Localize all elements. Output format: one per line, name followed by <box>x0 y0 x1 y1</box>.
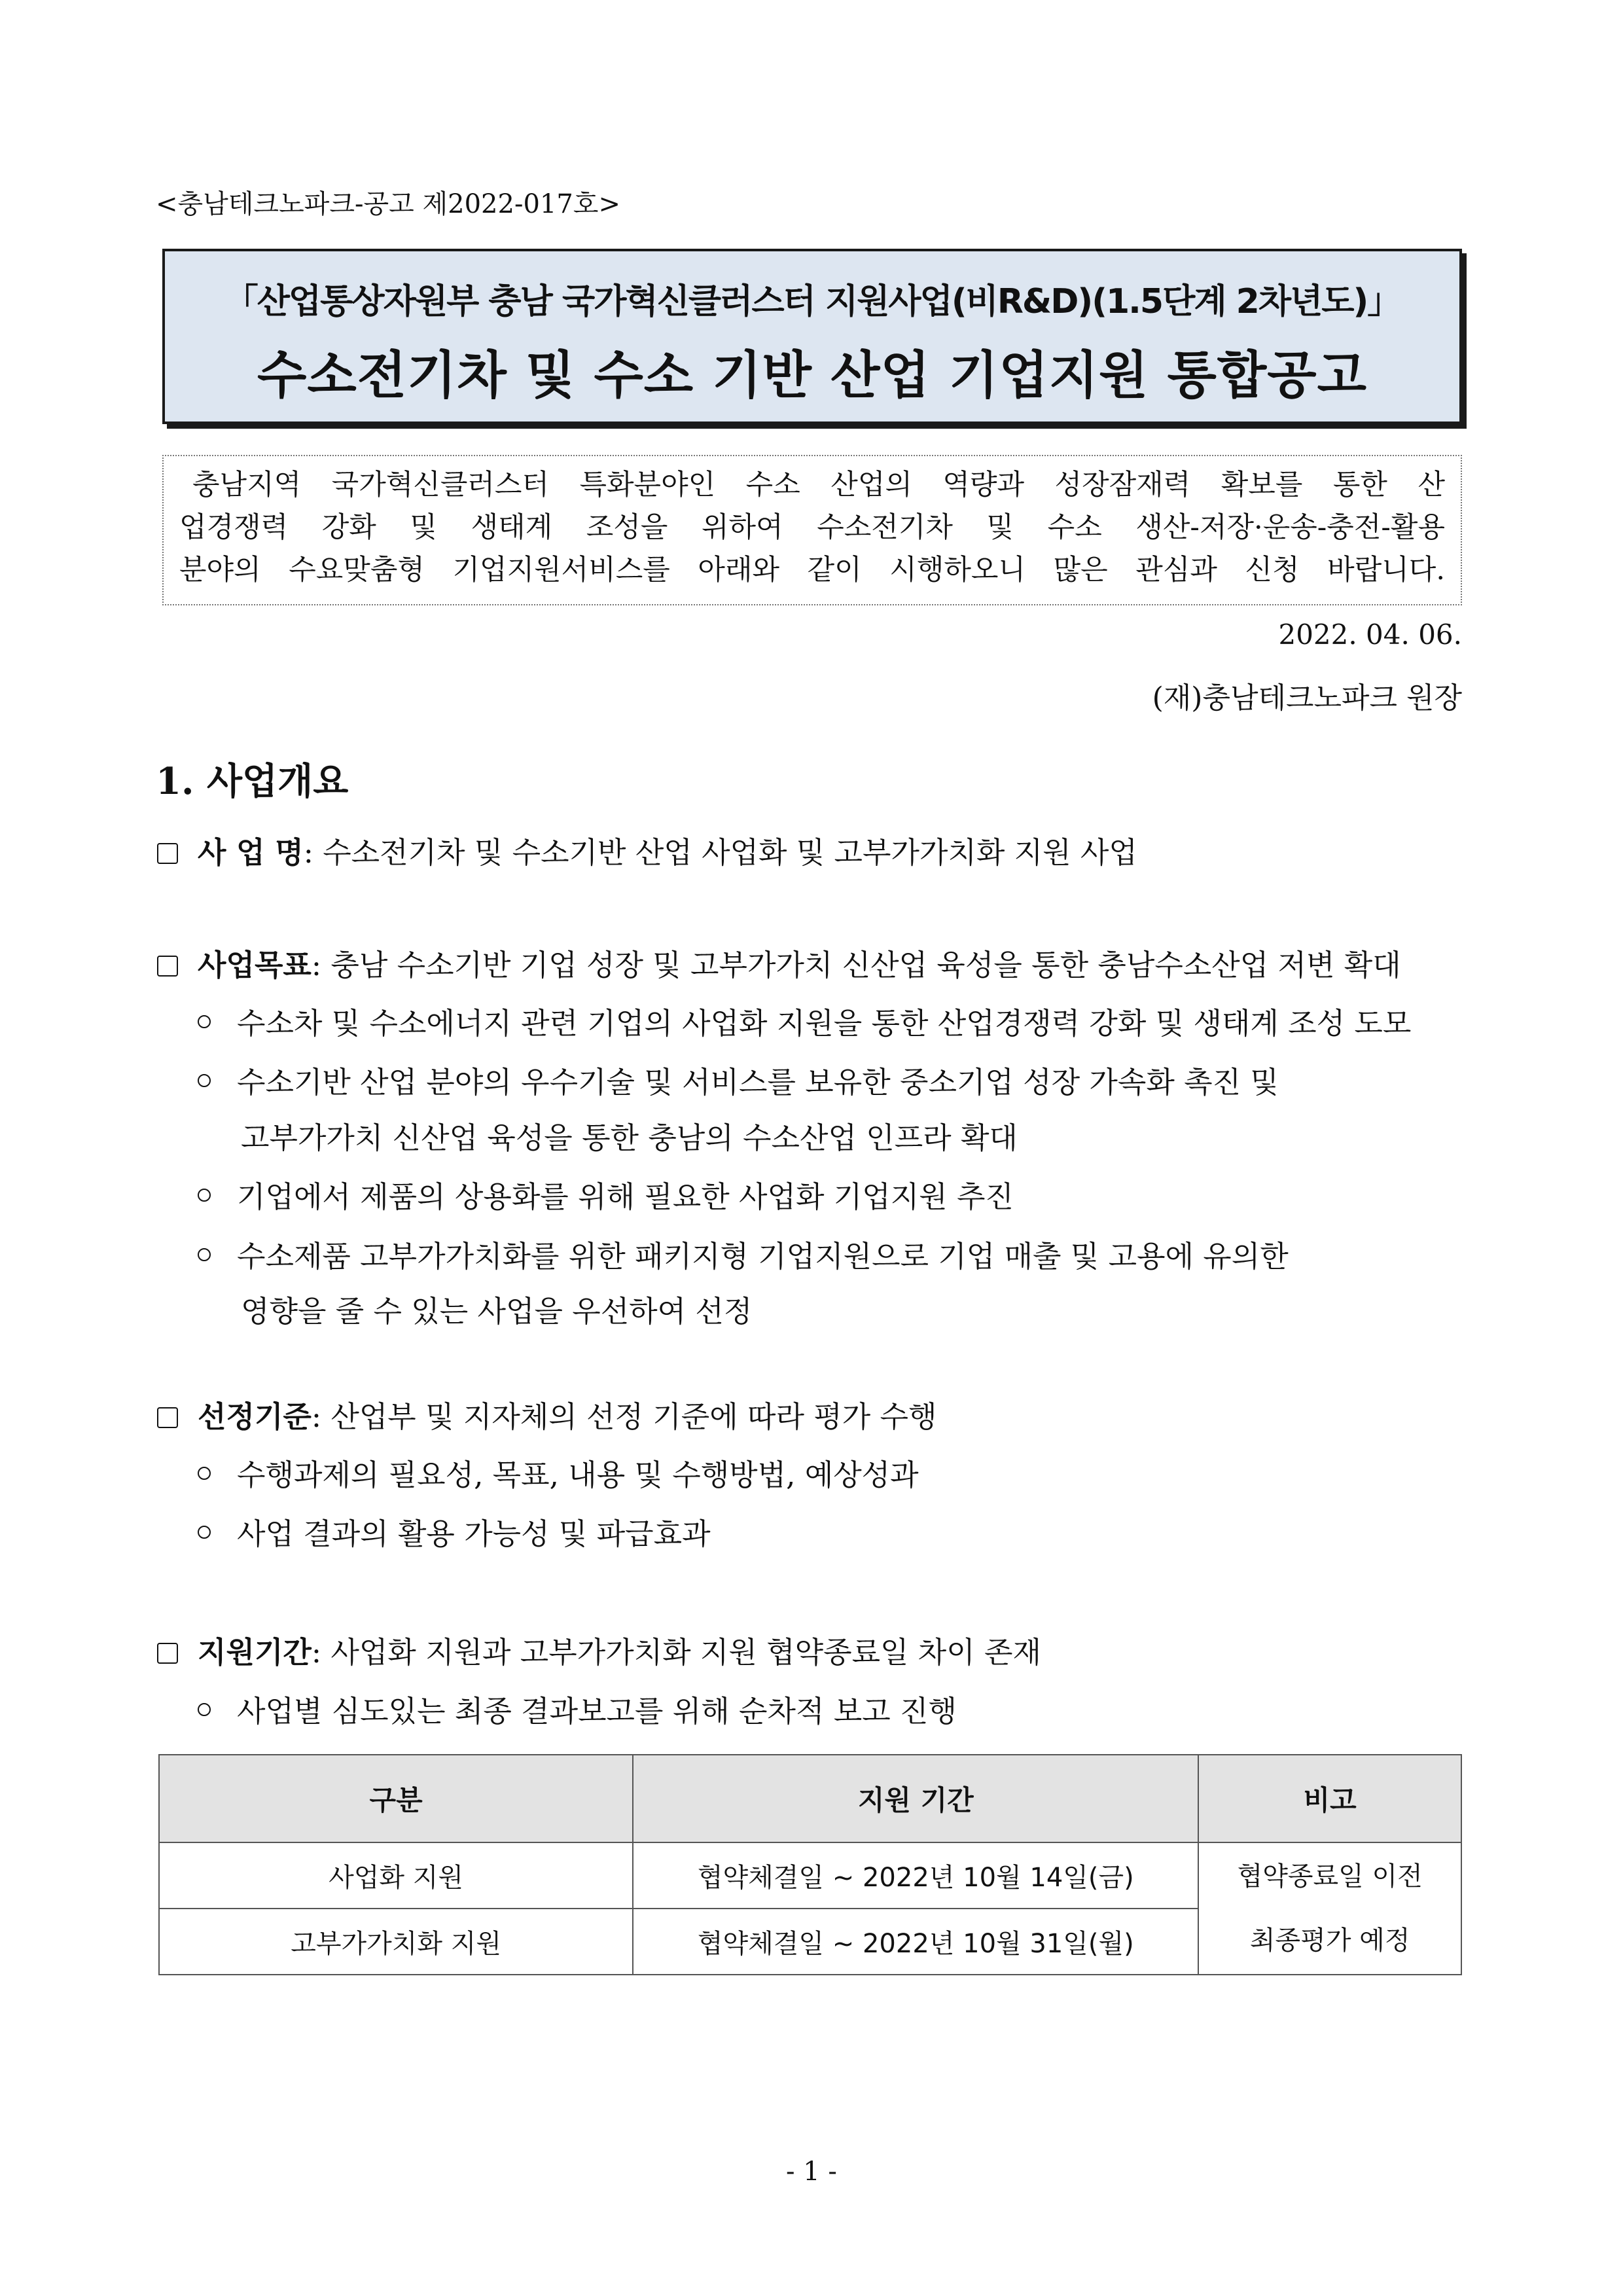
circle-bullet-icon <box>198 1526 211 1539</box>
list-item-continuation: 고부가가치 신산업 육성을 통한 충남의 수소산업 인프라 확대 <box>241 1121 1018 1155</box>
criteria-value: : 산업부 및 지자체의 선정 기준에 따라 평가 수행 <box>311 1399 937 1434</box>
project-name-label: 사 업 명 <box>198 835 304 870</box>
list-item: 수행과제의 필요성, 목표, 내용 및 수행방법, 예상성과 <box>198 1451 919 1494</box>
table-header-cell: 비고 <box>1198 1755 1461 1842</box>
circle-bullet-icon <box>198 1074 211 1087</box>
intro-line: 업경쟁력 강화 및 생태계 조성을 위하여 수소전기차 및 수소 생산-저장·운송-충전-활용 <box>179 511 1445 544</box>
project-name-value: : 수소전기차 및 수소기반 산업 사업화 및 고부가가치화 지원 사업 <box>303 835 1137 870</box>
circle-bullet-icon <box>198 1703 211 1716</box>
intro-line: 충남지역 국가혁신클러스터 특화분야인 수소 산업의 역량과 성장잠재력 확보를 통한 산 <box>192 469 1445 501</box>
period-label: 지원기간 <box>198 1635 312 1670</box>
circle-bullet-icon <box>198 1467 211 1480</box>
page-number: - 1 - <box>786 2157 837 2187</box>
table-cell-period: 협약체결일 ~ 2022년 10월 14일(금) <box>633 1842 1198 1909</box>
intro-box <box>162 455 1462 605</box>
table-header-cell: 지원 기간 <box>633 1755 1198 1842</box>
announcement-date: 2022. 04. 06. <box>1278 619 1462 651</box>
square-bullet-icon <box>157 843 178 864</box>
criteria-row <box>157 1393 936 1435</box>
support-period-table <box>158 1754 1462 1975</box>
objective-value: : 충남 수소기반 기업 성장 및 고부가가치 신산업 육성을 통한 충남수소산업 저변 확대 <box>311 948 1401 982</box>
list-item: 수소기반 산업 분야의 우수기술 및 서비스를 보유한 중소기업 성장 가속화 촉진 및 <box>198 1058 1279 1101</box>
table-cell-note: 협약종료일 이전 최종평가 예정 <box>1198 1842 1461 1975</box>
notice-number: <충남테크노파크-공고 제2022-017호> <box>156 189 620 219</box>
circle-bullet-icon <box>198 1015 211 1028</box>
list-item: 사업별 심도있는 최종 결과보고를 위해 순차적 보고 진행 <box>198 1687 957 1730</box>
square-bullet-icon <box>157 1643 178 1664</box>
intro-line: 분야의 수요맞춤형 기업지원서비스를 아래와 같이 시행하오니 많은 관심과 신청 바랍니다. <box>179 554 1445 586</box>
list-item-continuation: 영향을 줄 수 있는 사업을 우선하여 선정 <box>241 1294 753 1329</box>
table-cell-category: 고부가가치화 지원 <box>159 1909 633 1975</box>
circle-bullet-icon <box>198 1248 211 1261</box>
criteria-label: 선정기준 <box>198 1399 312 1434</box>
organization-name: (재)충남테크노파크 원장 <box>1152 681 1462 715</box>
title-subtitle: 「산업통상자원부 충남 국가혁신클러스터 지원사업(비R&D)(1.5단계 2차년도)」 <box>224 282 1400 321</box>
table-header-row <box>159 1755 1461 1842</box>
project-name-row <box>157 829 1137 871</box>
objective-label: 사업목표 <box>198 948 312 982</box>
list-item: 기업에서 제품의 상용화를 위해 필요한 사업화 기업지원 추진 <box>198 1173 1014 1215</box>
objective-row <box>157 941 1401 984</box>
list-item: 수소차 및 수소에너지 관련 기업의 사업화 지원을 통한 산업경쟁력 강화 및 생태계 조성 도모 <box>198 999 1411 1042</box>
table-row <box>159 1842 1461 1909</box>
square-bullet-icon <box>157 956 178 977</box>
circle-bullet-icon <box>198 1189 211 1202</box>
title-box <box>162 249 1462 424</box>
period-value: : 사업화 지원과 고부가가치화 지원 협약종료일 차이 존재 <box>311 1635 1041 1670</box>
section-heading: 1. 사업개요 <box>156 760 349 803</box>
table-header-cell: 구분 <box>159 1755 633 1842</box>
list-item: 사업 결과의 활용 가능성 및 파급효과 <box>198 1510 711 1552</box>
title-main: 수소전기차 및 수소 기반 산업 기업지원 통합공고 <box>257 346 1367 405</box>
square-bullet-icon <box>157 1407 178 1428</box>
table-cell-period: 협약체결일 ~ 2022년 10월 31일(월) <box>633 1909 1198 1975</box>
list-item: 수소제품 고부가가치화를 위한 패키지형 기업지원으로 기업 매출 및 고용에 유의한 <box>198 1232 1289 1275</box>
table-cell-category: 사업화 지원 <box>159 1842 633 1909</box>
period-row <box>157 1628 1041 1671</box>
